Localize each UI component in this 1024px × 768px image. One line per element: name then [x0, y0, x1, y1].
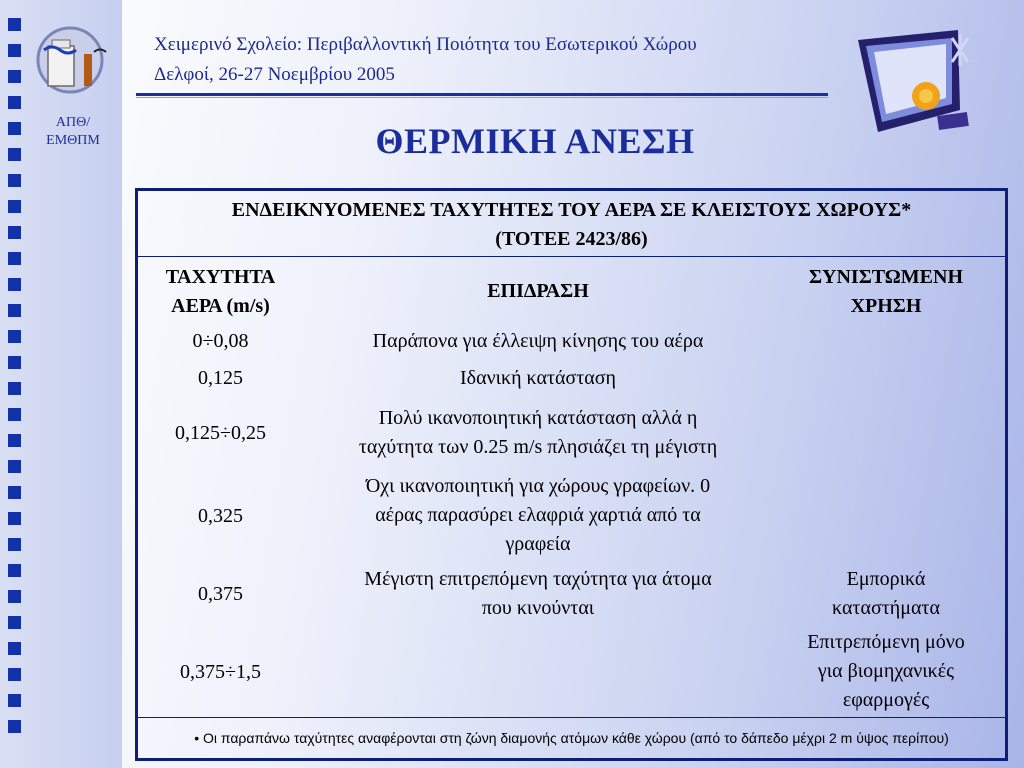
organization-label: ΑΠΘ/ ΕΜΘΠΜ — [46, 115, 100, 148]
row-speed: 0,125 — [198, 367, 243, 389]
table-caption: ΕΝΔΕΙΚΝΥΟΜΕΝΕΣ ΤΑΧΥΤΗΤΕΣ ΤΟΥ ΑΕΡΑ ΣΕ ΚΛΕΙΣΤΟΥΣ ΧΩΡΟΥΣ* (ΤΟΤΕΕ 2423/86) — [138, 191, 1005, 257]
column-header-use: ΣΥΝΙΣΤΩΜΕΝΗ ΧΡΗΣΗ — [808, 266, 964, 317]
row-use: Επιτρεπόμενη μόνο για βιομηχανικές εφαρμογές — [807, 631, 965, 711]
row-effect: Όχι ικανοποιητική για χώρους γραφείων. 0 αέρας παρασύρει ελαφριά χαρτιά από τα γραφεία — [365, 475, 711, 555]
air-speed-table — [135, 188, 1008, 761]
row-effect: Ιδανική κατάσταση — [460, 367, 616, 389]
row-speed: 0÷0,08 — [192, 330, 249, 352]
row-speed: 0,325 — [198, 505, 243, 527]
header-divider-light — [136, 97, 828, 98]
sidebar — [0, 0, 122, 768]
row-effect: Παράπονα για έλλειψη κίνησης του αέρα — [372, 330, 704, 352]
table-footnote: • Οι παραπάνω ταχύτητες αναφέρονται στη ζώνη διαμονής ατόμων κάθε χώρου (από το δάπεδο μέχρι 2 m ύψος περίπου) — [138, 717, 1005, 758]
row-speed: 0,125÷0,25 — [175, 422, 266, 444]
header-event-place-date: Δελφοί, 26-27 Νοεμβρίου 2005 — [154, 64, 395, 85]
column-header-effect: ΕΠΙΔΡΑΣΗ — [487, 280, 589, 302]
sidebar-squares-decoration — [8, 18, 24, 746]
winter-school-emblem-icon — [848, 22, 978, 142]
row-speed: 0,375÷1,5 — [180, 661, 261, 683]
row-effect: Πολύ ικανοποιητική κατάσταση αλλά η ταχύτητα των 0.25 m/s πλησιάζει τη μέγιστη — [358, 407, 718, 458]
column-header-speed: ΤΑΧΥΤΗΤΑ ΑΕΡΑ (m/s) — [165, 266, 276, 317]
university-logo-icon — [34, 24, 114, 94]
row-use: Εμπορικά καταστήματα — [832, 568, 940, 619]
page-title: ΘΕΡΜΙΚΗ ΑΝΕΣΗ — [375, 121, 695, 161]
header-event-title: Χειμερινό Σχολείο: Περιβαλλοντική Ποιότητα του Εσωτερικού Χώρου — [154, 34, 697, 55]
row-speed: 0,375 — [198, 583, 243, 605]
header-divider — [136, 93, 828, 96]
row-effect: Μέγιστη επιτρεπόμενη ταχύτητα για άτομα που κινούνται — [364, 568, 712, 619]
